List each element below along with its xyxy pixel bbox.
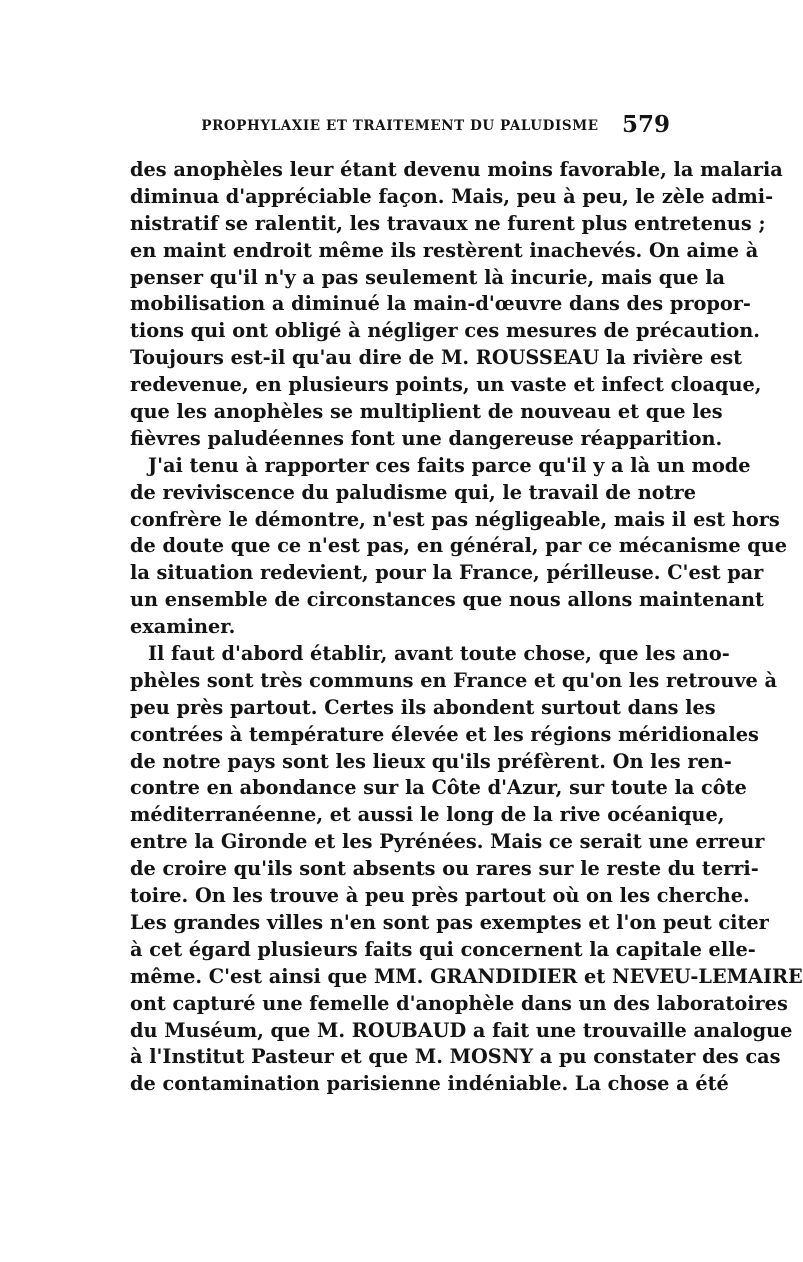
text-line: confrère le démontre, n'est pas négligeable, mais il est hors [130,507,780,531]
text-line: contrées à température élevée et les régions méridionales [130,722,759,746]
text-line: examiner. [130,615,236,639]
text-line: penser qu'il n'y a pas seulement là incurie, mais que la [130,265,726,289]
text-line: de contamination parisienne indéniable. La chose a été [130,1072,729,1096]
text-line: à cet égard plusieurs faits qui concernent la capitale elle- [130,937,756,961]
text-line: entre la Gironde et les Pyrénées. Mais ce serait une erreur [130,830,765,854]
text-line: même. C'est ainsi que MM. GRANDIDIER et NEVEU-LEMAIRE [130,964,803,988]
text-line: la situation redevient, pour la France, périlleuse. C'est par [130,561,764,585]
text-line: contre en abondance sur la Côte d'Azur, sur toute la côte [130,776,747,800]
text-line: de croire qu'ils sont absents ou rares sur le reste du terri- [130,857,759,881]
text-line: phèles sont très communs en France et qu'on les retrouve à [130,668,778,692]
text-line: toire. On les trouve à peu près partout où on les cherche. [130,884,750,908]
text-line: méditerranéenne, et aussi le long de la rive océanique, [130,803,725,827]
text-line: J'ai tenu à rapporter ces faits parce qu'il y a là un mode [148,453,751,477]
text-line: de notre pays sont les lieux qu'ils préfèrent. On les ren- [130,749,732,773]
text-line: Toujours est-il qu'au dire de M. ROUSSEAU la rivière est [130,346,743,370]
page-number: 579 [621,111,670,138]
text-line: Il faut d'abord établir, avant toute chose, que les ano- [148,642,730,666]
text-line: de reviviscence du paludisme qui, le travail de notre [130,480,696,504]
page-header [130,111,670,138]
text-line: des anophèles leur étant devenu moins favorable, la malaria [130,158,783,181]
text-line: un ensemble de circonstances que nous allons maintenant [130,588,764,612]
text-line: en maint endroit même ils restèrent inachevés. On aime à [130,238,759,262]
text-line: peu près partout. Certes ils abondent surtout dans les [130,695,716,719]
text-line: diminua d'appréciable façon. Mais, peu à peu, le zèle admi- [130,184,774,208]
text-line: de doute que ce n'est pas, en général, par ce mécanisme que [130,534,788,558]
text-line: que les anophèles se multiplient de nouveau et que les [130,400,723,424]
body-text [130,157,803,1098]
text-line: du Muséum, que M. ROUBAUD a fait une trouvaille analogue [130,1018,793,1042]
text-line: Les grandes villes n'en sont pas exemptes et l'on peut citer [130,910,769,934]
text-line: ont capturé une femelle d'anophèle dans un des laboratoires [130,991,788,1015]
text-line: à l'Institut Pasteur et que M. MOSNY a pu constater des cas [130,1045,781,1069]
text-line: tions qui ont obligé à négliger ces mesures de précaution. [130,319,760,343]
text-line: nistratif se ralentit, les travaux ne furent plus entretenus ; [130,211,766,235]
text-line: fièvres paludéennes font une dangereuse réapparition. [130,426,723,450]
text-line: redevenue, en plusieurs points, un vaste et infect cloaque, [130,373,762,397]
text-line: mobilisation a diminué la main-d'œuvre dans des propor- [130,292,751,316]
running-head: PROPHYLAXIE ET TRAITEMENT DU PALUDISME [201,118,599,134]
